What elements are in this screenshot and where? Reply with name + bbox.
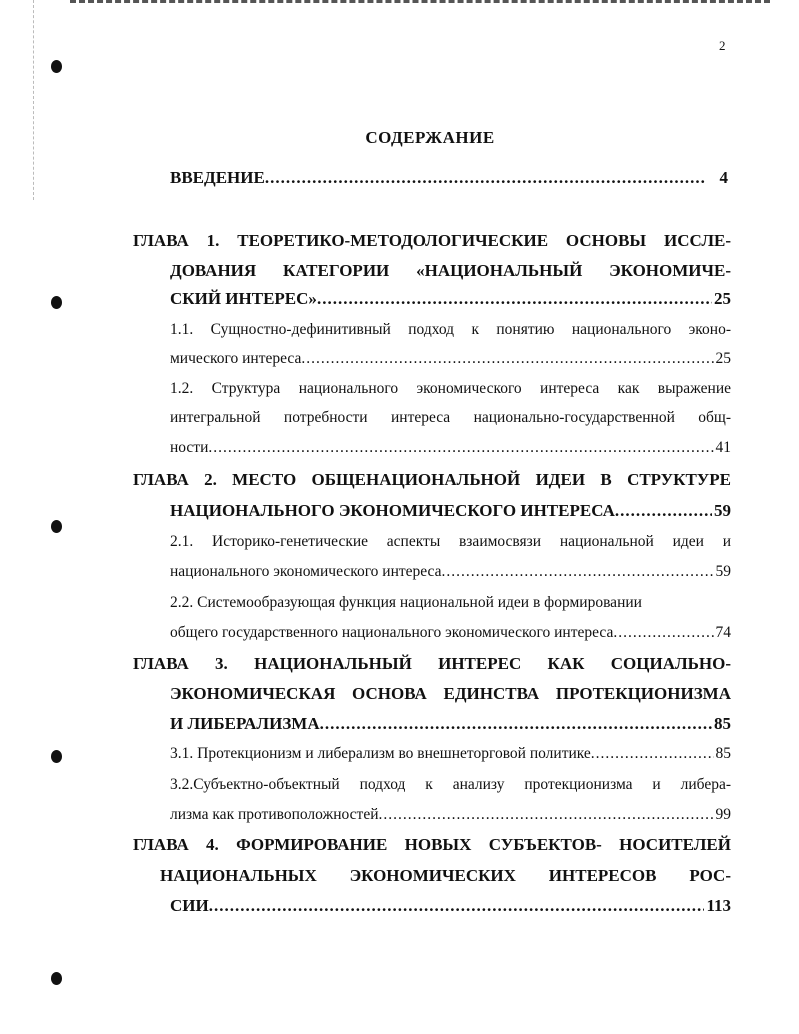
toc-page-number: 41 [715, 439, 731, 456]
toc-chapter-1-line3 [170, 289, 731, 309]
toc-chapter-4-line1: ГЛАВА 4. ФОРМИРОВАНИЕ НОВЫХ СУБЪЕКТОВ- НОСИТЕЛЕЙ [133, 835, 731, 854]
toc-page-number: 25 [715, 350, 731, 367]
toc-section-3-2-line2 [170, 806, 731, 824]
dot-leader [317, 289, 712, 309]
toc-chapter-4-line2: НАЦИОНАЛЬНЫХ ЭКОНОМИЧЕСКИХ ИНТЕРЕСОВ РОС- [160, 866, 731, 885]
dot-leader [209, 896, 705, 916]
toc-page-number: 59 [715, 563, 731, 580]
dot-leader [320, 714, 712, 734]
toc-entry-label: общего государственного национального экономического интереса [170, 624, 614, 641]
toc-chapter-4-line3 [170, 896, 731, 916]
dot-leader [613, 624, 713, 642]
punch-hole-mark [51, 520, 62, 533]
dot-leader [615, 501, 712, 521]
toc-entry-label: 3.1. Протекционизм и либерализм во внешнеторговой политике [170, 745, 591, 762]
toc-entry-intro [170, 168, 728, 188]
toc-section-2-2-line2 [170, 624, 731, 642]
toc-section-2-2-line1: 2.2. Системообразующая функция национальной идеи в формировании [170, 594, 642, 611]
dot-leader [379, 806, 714, 824]
toc-chapter-3-line2: ЭКОНОМИЧЕСКАЯ ОСНОВА ЕДИНСТВА ПРОТЕКЦИОНИЗМА [170, 684, 731, 703]
page-title: СОДЕРЖАНИЕ [365, 128, 495, 147]
toc-page-number: 99 [715, 806, 731, 823]
toc-entry-label: И ЛИБЕРАЛИЗМА [170, 714, 320, 733]
binding-margin-line [33, 0, 34, 200]
scan-top-edge [70, 0, 770, 7]
toc-entry-label: ВВЕДЕНИЕ [170, 168, 265, 187]
toc-section-1-2-line2: интегральной потребности интереса национально-государственной общ- [170, 409, 731, 426]
dot-leader [265, 168, 706, 188]
toc-entry-label: лизма как противоположностей [170, 806, 379, 823]
dot-leader [208, 439, 713, 457]
dot-leader [442, 563, 714, 581]
punch-hole-mark [51, 60, 62, 73]
toc-chapter-2-line2 [170, 501, 731, 521]
toc-page-number: 85 [715, 745, 731, 762]
toc-chapter-1-line1: ГЛАВА 1. ТЕОРЕТИКО-МЕТОДОЛОГИЧЕСКИЕ ОСНОВЫ ИССЛЕ- [133, 231, 731, 250]
toc-section-3-1-line1 [170, 745, 731, 763]
toc-section-2-1-line2 [170, 563, 731, 581]
dot-leader [591, 745, 714, 763]
toc-page-number: 59 [714, 501, 731, 520]
toc-entry-label: мического интереса [170, 350, 302, 367]
toc-chapter-3-line1: ГЛАВА 3. НАЦИОНАЛЬНЫЙ ИНТЕРЕС КАК СОЦИАЛЬНО- [133, 654, 731, 673]
toc-chapter-2-line1: ГЛАВА 2. МЕСТО ОБЩЕНАЦИОНАЛЬНОЙ ИДЕИ В СТРУКТУРЕ [133, 470, 731, 489]
dot-leader [301, 350, 713, 368]
toc-entry-label: СКИЙ ИНТЕРЕС» [170, 289, 317, 308]
toc-section-1-1-line1: 1.1. Сущностно-дефинитивный подход к понятию национального эконо- [170, 321, 731, 338]
toc-entry-label: НАЦИОНАЛЬНОГО ЭКОНОМИЧЕСКОГО ИНТЕРЕСА [170, 501, 615, 520]
punch-hole-mark [51, 972, 62, 985]
toc-page-number: 85 [714, 714, 731, 733]
toc-entry-label: СИИ [170, 896, 209, 915]
toc-section-1-2-line1: 1.2. Структура национального экономического интереса как выражение [170, 380, 731, 397]
toc-page-number: 74 [715, 624, 731, 641]
punch-hole-mark [51, 750, 62, 763]
toc-section-3-2-line1: 3.2.Субъектно-объектный подход к анализу протекционизма и либера- [170, 776, 731, 793]
toc-chapter-1-line2: ДОВАНИЯ КАТЕГОРИИ «НАЦИОНАЛЬНЫЙ ЭКОНОМИЧЕ- [170, 261, 731, 280]
toc-entry-label: национального экономического интереса [170, 563, 442, 580]
punch-hole-mark [51, 296, 62, 309]
toc-page-number: 25 [714, 289, 731, 308]
toc-entry-label: ности [170, 439, 209, 456]
toc-page-number: 4 [719, 168, 728, 187]
toc-section-1-2-line3 [170, 439, 731, 457]
toc-section-2-1-line1: 2.1. Историко-генетические аспекты взаимосвязи национальной идеи и [170, 533, 731, 550]
toc-page-number: 113 [706, 896, 731, 915]
toc-section-1-1-line2 [170, 350, 731, 368]
toc-chapter-3-line3 [170, 714, 731, 734]
page-number: 2 [719, 38, 726, 53]
